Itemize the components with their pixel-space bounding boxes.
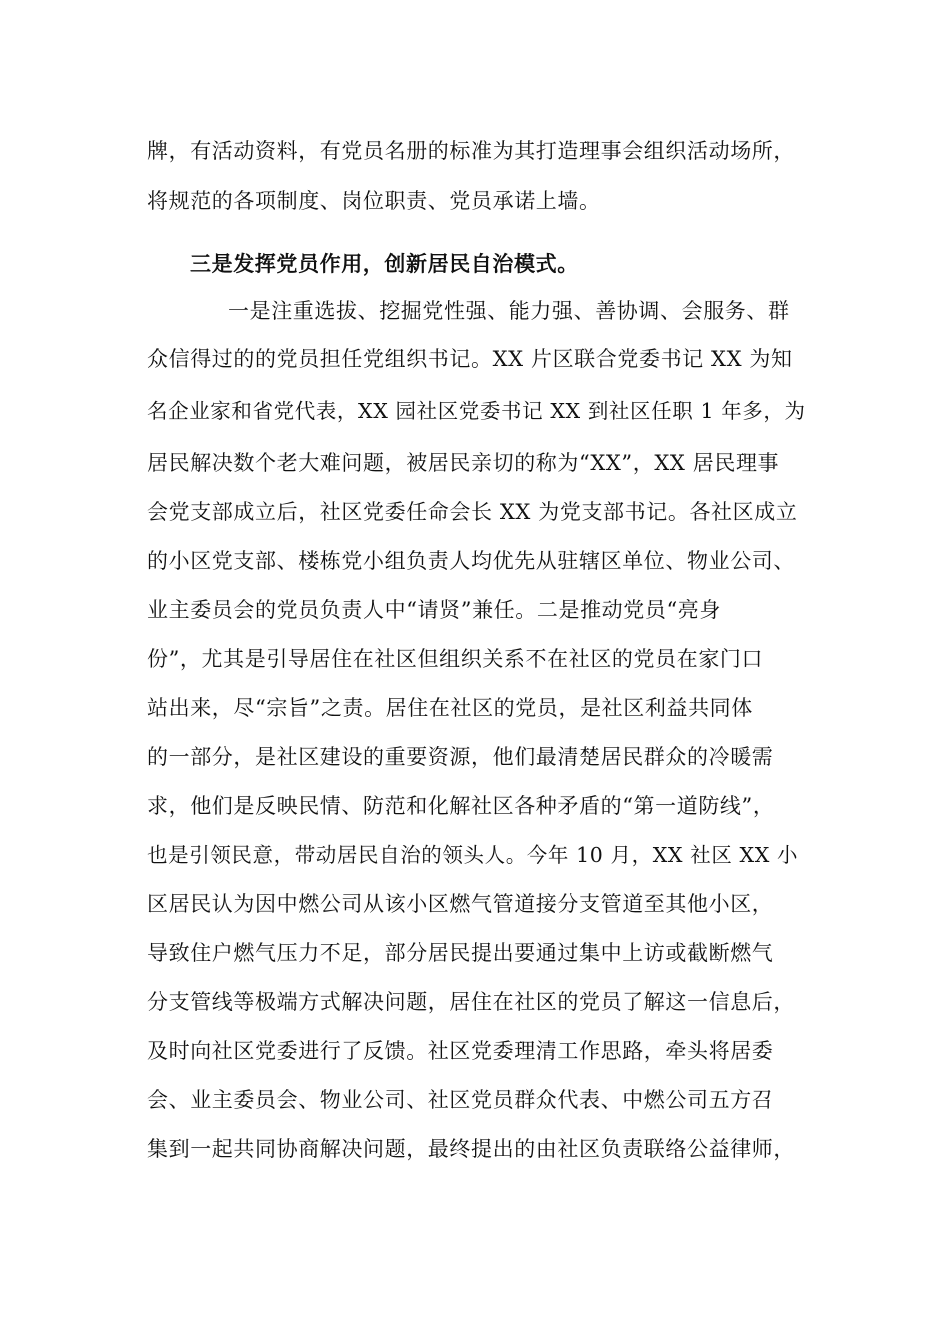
text-line-18: 分支管线等极端方式解决问题，居住在社区的党员了解这一信息后， bbox=[147, 990, 795, 1014]
text-line-21: 集到一起共同协商解决问题，最终提出的由社区负责联络公益律师， bbox=[147, 1137, 795, 1161]
text-line-14: 求，他们是反映民情、防范和化解社区各种矛盾的“第一道防线”， bbox=[147, 794, 775, 818]
text-line-10: 业主委员会的党员负责人中“请贤”兼任。二是推动党员“亮身 bbox=[147, 598, 722, 622]
text-line-4: 一是注重选拔、挖掘党性强、能力强、善协调、会服务、群 bbox=[228, 299, 790, 323]
text-line-12: 站出来，尽“宗旨”之责。居住在社区的党员，是社区利益共同体 bbox=[147, 696, 753, 720]
text-line-1: 牌，有活动资料，有党员名册的标准为其打造理事会组织活动场所， bbox=[147, 139, 795, 163]
text-line-15: 也是引领民意，带动居民自治的领头人。今年 10 月，XX 社区 XX 小 bbox=[147, 843, 799, 867]
text-line-20: 会、业主委员会、物业公司、社区党员群众代表、中燃公司五方召 bbox=[147, 1088, 774, 1112]
text-line-6: 名企业家和省党代表，XX 园社区党委书记 XX 到社区任职 1 年多，为 bbox=[147, 399, 806, 423]
text-line-9: 的小区党支部、楼栋党小组负责人均优先从驻辖区单位、物业公司、 bbox=[147, 549, 795, 573]
section-heading: 三是发挥党员作用，创新居民自治模式。 bbox=[190, 251, 579, 276]
text-line-8: 会党支部成立后，社区党委任命会长 XX 为党支部书记。各社区成立 bbox=[147, 500, 798, 524]
text-line-11: 份”，尤其是引导居住在社区但组织关系不在社区的党员在家门口 bbox=[147, 647, 764, 671]
text-line-16: 区居民认为因中燃公司从该小区燃气管道接分支管道至其他小区， bbox=[147, 892, 774, 916]
text-line-19: 及时向社区党委进行了反馈。社区党委理清工作思路，牵头将居委 bbox=[147, 1039, 774, 1063]
text-line-13: 的一部分，是社区建设的重要资源，他们最清楚居民群众的冷暖需 bbox=[147, 745, 774, 769]
text-line-2: 将规范的各项制度、岗位职责、党员承诺上墙。 bbox=[147, 189, 601, 213]
text-line-17: 导致住户燃气压力不足，部分居民提出要通过集中上访或截断燃气 bbox=[147, 941, 774, 965]
text-line-5: 众信得过的的党员担任党组织书记。XX 片区联合党委书记 XX 为知 bbox=[147, 347, 793, 371]
text-line-7: 居民解决数个老大难问题，被居民亲切的称为“XX”，XX 居民理事 bbox=[147, 451, 780, 475]
